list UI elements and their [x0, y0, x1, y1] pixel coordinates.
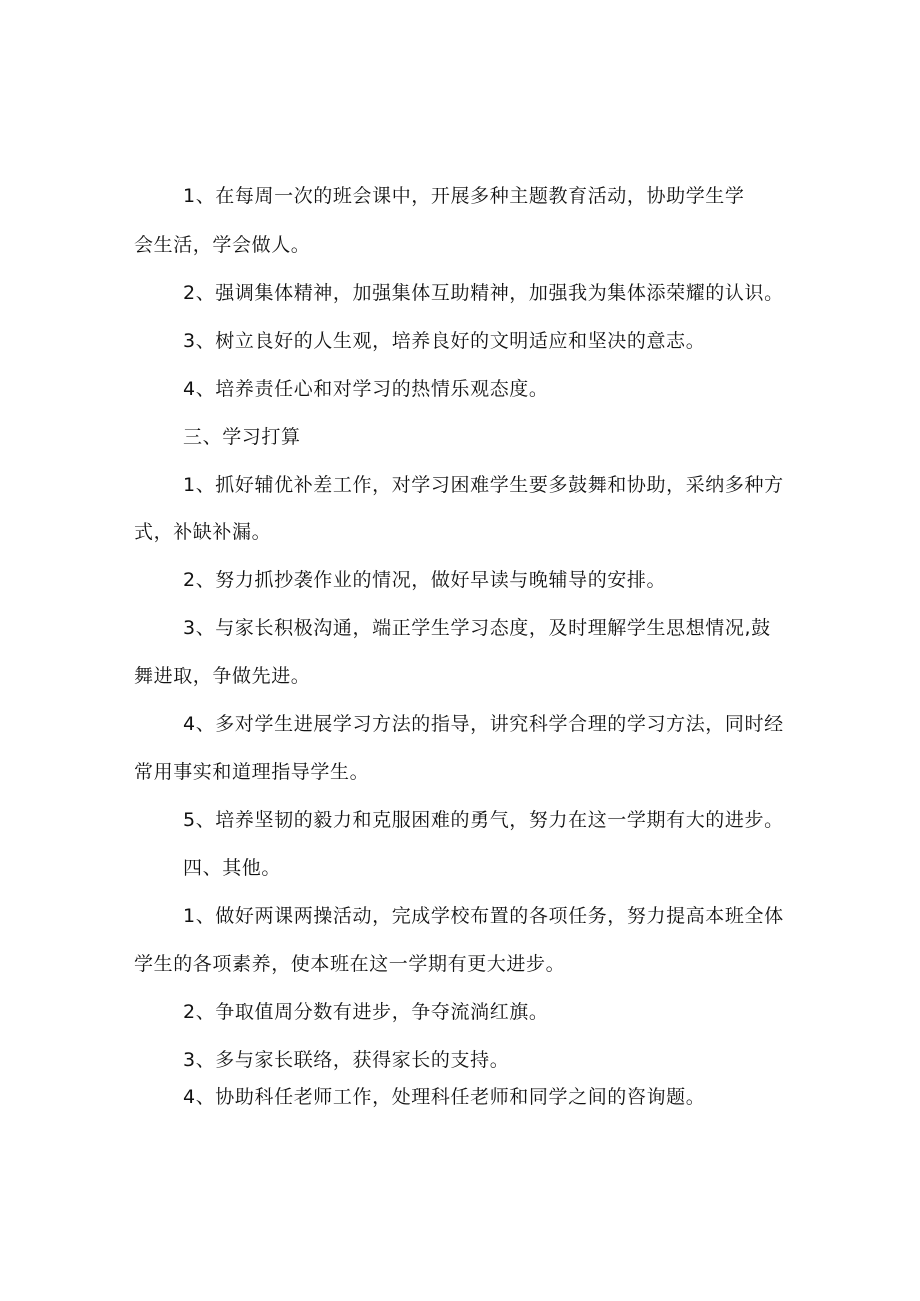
- paragraph-line: 会生活，学会做人。: [134, 234, 311, 256]
- paragraph-line: 2、争取值周分数有进步，争夺流淌红旗。: [183, 1001, 549, 1023]
- paragraph-line: 4、协助科任老师工作，处理科任老师和同学之间的咨询题。: [183, 1086, 706, 1108]
- paragraph-line: 舞进取，争做先进。: [134, 665, 311, 687]
- paragraph-line: 1、做好两课两操活动，完成学校布置的各项任务，努力提高本班全体: [183, 905, 784, 927]
- paragraph-line: 4、培养责任心和对学习的热情乐观态度。: [183, 378, 549, 400]
- paragraph-line: 1、在每周一次的班会课中，开展多种主题教育活动，协助学生学: [183, 185, 745, 207]
- paragraph-line: 学生的各项素养，使本班在这一学期有更大进步。: [134, 953, 566, 975]
- paragraph-line: 1、抓好辅优补差工作，对学习困难学生要多鼓舞和协助，采纳多种方: [183, 474, 784, 496]
- paragraph-line: 式，补缺补漏。: [134, 521, 272, 543]
- paragraph-line: 4、多对学生进展学习方法的指导，讲究科学合理的学习方法，同时经: [183, 713, 784, 735]
- paragraph-line: 5、培养坚韧的毅力和克服困难的勇气，努力在这一学期有大的进步。: [183, 809, 784, 831]
- section-heading: 三、学习打算: [183, 426, 301, 448]
- paragraph-line: 2、努力抓抄袭作业的情况，做好早读与晚辅导的安排。: [183, 569, 667, 591]
- paragraph-line: 3、与家长积极沟通，端正学生学习态度，及时理解学生思想情况,鼓: [183, 617, 771, 639]
- paragraph-line: 常用事实和道理指导学生。: [134, 761, 370, 783]
- paragraph-line: 3、树立良好的人生观，培养良好的文明适应和坚决的意志。: [183, 330, 706, 352]
- paragraph-line: 3、多与家长联络，获得家长的支持。: [183, 1049, 510, 1071]
- section-heading: 四、其他。: [183, 857, 282, 879]
- paragraph-line: 2、强调集体精神，加强集体互助精神，加强我为集体添荣耀的认识。: [183, 282, 784, 304]
